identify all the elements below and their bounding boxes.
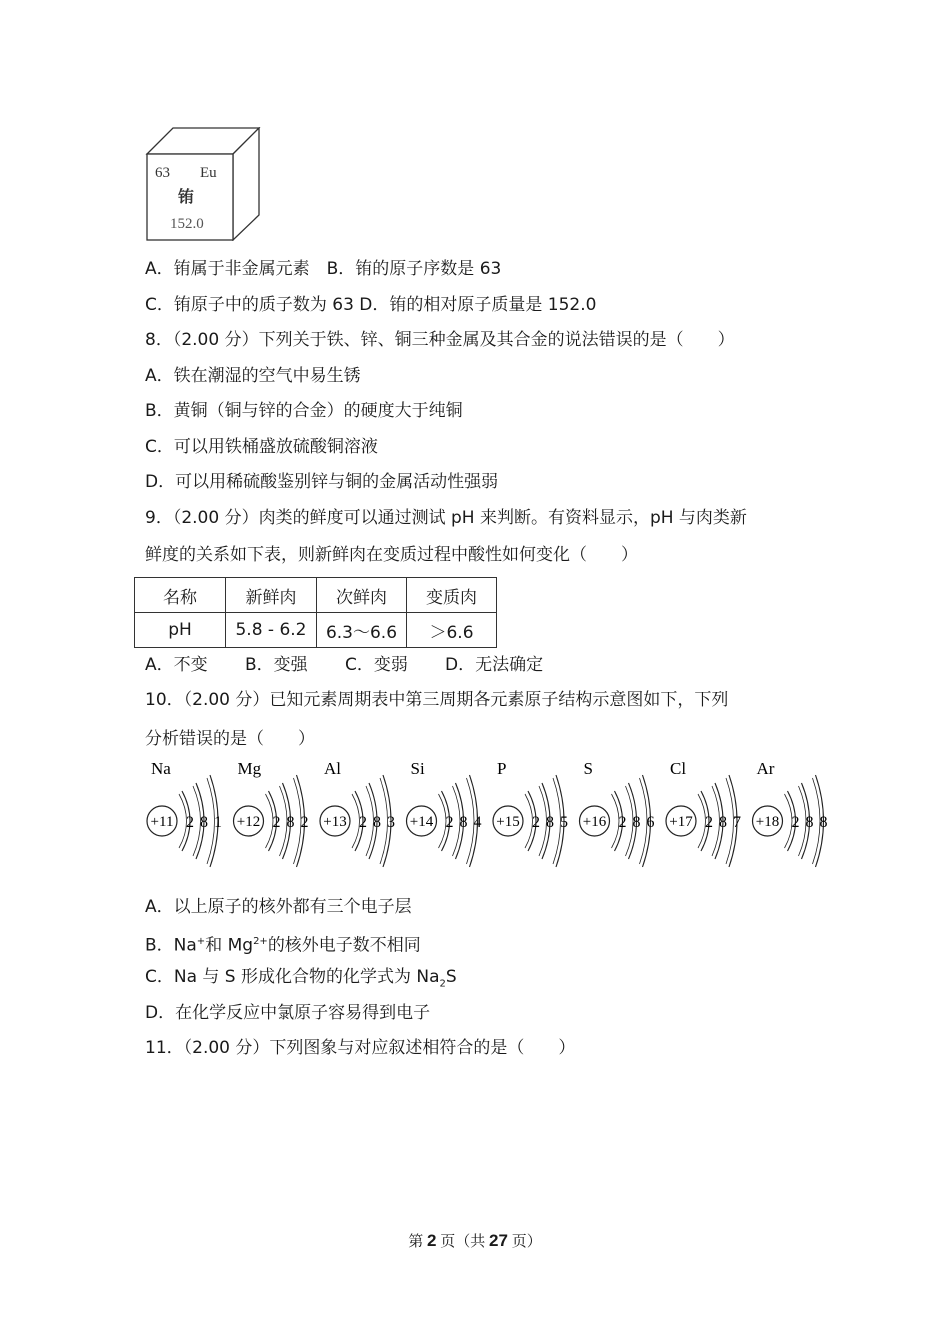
atom-symbol: Mg xyxy=(237,759,262,778)
q10-option-c-post: S xyxy=(445,967,457,987)
atom-diagram xyxy=(147,759,222,867)
atom-symbol: Cl xyxy=(670,759,687,778)
table-cell: 5.8 - 6.2 xyxy=(226,613,317,648)
element-mass: 152.0 xyxy=(170,216,204,232)
q10-option-b-mid: 和 Mg xyxy=(205,935,254,956)
table-cell: 新鲜肉 xyxy=(226,578,317,613)
shell-electron-count: 8 xyxy=(286,814,295,831)
atom-symbol: Si xyxy=(410,759,425,778)
element-number: 63 xyxy=(155,165,170,181)
atom-diagram xyxy=(666,759,741,867)
shell-electron-count: 8 xyxy=(819,814,828,831)
q10-option-d: D．在化学反应中氯原子容易得到电子 xyxy=(145,1003,431,1023)
atom-diagram xyxy=(753,759,828,867)
q10-option-a: A．以上原子的核外都有三个电子层 xyxy=(145,897,412,917)
shell-electron-count: 8 xyxy=(459,814,468,831)
shell-electron-count: 4 xyxy=(473,814,482,831)
atom-diagram xyxy=(234,759,309,867)
table-cell: pH xyxy=(135,613,226,648)
q9-stem-line2: 鲜度的关系如下表，则新鲜肉在变质过程中酸性如何变化（ ） xyxy=(145,545,638,565)
shell-electron-count: 2 xyxy=(445,814,454,831)
shell-electron-count: 2 xyxy=(791,814,800,831)
nucleus-charge: +12 xyxy=(236,814,261,830)
footer-pre: 第 xyxy=(408,1234,428,1250)
element-symbol: Eu xyxy=(200,165,217,181)
table-cell: 次鲜肉 xyxy=(317,578,407,613)
shell-electron-count: 3 xyxy=(387,814,395,831)
atom-symbol: Na xyxy=(151,759,171,778)
q10-option-b-sup1: + xyxy=(196,936,206,947)
q7-options-line2: C．铕原子中的质子数为 63 D．铕的相对原子质量是 152.0 xyxy=(145,295,597,315)
q10-option-b xyxy=(145,932,421,956)
atom-structure-diagrams xyxy=(140,757,840,877)
nucleus-charge: +17 xyxy=(669,814,693,830)
element-tile xyxy=(144,127,262,241)
atom-diagram xyxy=(320,759,395,867)
atom-diagram xyxy=(493,759,568,867)
element-name: 铕 xyxy=(178,187,195,206)
shell-electron-count: 2 xyxy=(186,814,194,831)
q9-stem-line1: 9．（2.00 分）肉类的鲜度可以通过测试 pH 来判断。有资料显示，pH 与肉类新 xyxy=(145,508,747,528)
ph-table xyxy=(134,577,497,648)
q9-options xyxy=(145,655,543,675)
q9-option-d: D．无法确定 xyxy=(445,655,544,675)
shell-electron-count: 2 xyxy=(532,814,540,831)
page-footer xyxy=(0,1230,950,1251)
q10-stem-line1: 10．（2.00 分）已知元素周期表中第三周期各元素原子结构示意图如下，下列 xyxy=(145,690,729,710)
q11-stem: 11．（2.00 分）下列图象与对应叙述相符合的是（ ） xyxy=(145,1038,576,1058)
shell-electron-count: 2 xyxy=(272,814,281,831)
footer-page: 2 xyxy=(427,1231,437,1250)
shell-electron-count: 1 xyxy=(214,814,222,831)
shell-electron-count: 8 xyxy=(200,814,208,831)
footer-total: 27 xyxy=(489,1231,508,1250)
nucleus-charge: +16 xyxy=(582,814,607,830)
q10-option-c-pre: C．Na 与 S 形成化合物的化学式为 Na xyxy=(145,967,440,987)
q10-option-b-sup2: 2+ xyxy=(253,936,268,947)
nucleus-charge: +15 xyxy=(496,814,520,830)
table-cell: 名称 xyxy=(135,578,226,613)
atom-symbol: Ar xyxy=(756,759,775,778)
table-header-row xyxy=(135,578,497,613)
shell-electron-count: 8 xyxy=(546,814,554,831)
shell-electron-count: 5 xyxy=(560,814,568,831)
shell-electron-count: 8 xyxy=(373,814,381,831)
shell-electron-count: 8 xyxy=(632,814,641,831)
atom-symbol: P xyxy=(497,759,507,778)
q8-stem: 8．（2.00 分）下列关于铁、锌、铜三种金属及其合金的说法错误的是（ ） xyxy=(145,330,735,350)
shell-electron-count: 7 xyxy=(733,814,741,831)
nucleus-charge: +14 xyxy=(409,814,434,830)
q10-option-b-post: 的核外电子数不相同 xyxy=(267,935,421,956)
q10-option-c-sub: 2 xyxy=(439,978,446,990)
nucleus-charge: +18 xyxy=(755,814,780,830)
footer-post: 页） xyxy=(507,1234,542,1250)
shell-electron-count: 8 xyxy=(719,814,727,831)
q8-option-c: C．可以用铁桶盛放硫酸铜溶液 xyxy=(145,437,378,457)
shell-electron-count: 2 xyxy=(359,814,367,831)
shell-electron-count: 2 xyxy=(300,814,309,831)
q8-option-b: B．黄铜（铜与锌的合金）的硬度大于纯铜 xyxy=(145,401,463,421)
table-cell: ＞6.6 xyxy=(407,613,497,648)
atom-symbol: Al xyxy=(324,759,341,778)
q9-option-c: C．变弱 xyxy=(345,655,408,675)
atom-diagram xyxy=(580,759,655,867)
q8-option-a: A．铁在潮湿的空气中易生锈 xyxy=(145,366,361,386)
nucleus-charge: +11 xyxy=(150,814,174,830)
table-cell: 变质肉 xyxy=(407,578,497,613)
q9-option-a: A．不变 xyxy=(145,655,208,675)
q9-option-b: B．变强 xyxy=(245,655,308,675)
shell-electron-count: 2 xyxy=(705,814,713,831)
table-cell: 6.3～6.6 xyxy=(317,613,407,648)
atom-diagram xyxy=(407,759,482,867)
footer-mid: 页（共 xyxy=(436,1234,490,1250)
table-row xyxy=(135,613,497,648)
shell-electron-count: 2 xyxy=(618,814,627,831)
q7-options-line1: A．铕属于非金属元素 B．铕的原子序数是 63 xyxy=(145,259,502,279)
q10-option-b-pre: B．Na xyxy=(145,935,197,956)
shell-electron-count: 8 xyxy=(805,814,814,831)
q10-option-c xyxy=(145,967,457,994)
atom-symbol: S xyxy=(583,759,593,778)
shell-electron-count: 6 xyxy=(646,814,655,831)
q10-stem-line2: 分析错误的是（ ） xyxy=(145,729,315,749)
q8-option-d: D．可以用稀硫酸鉴别锌与铜的金属活动性强弱 xyxy=(145,472,499,492)
nucleus-charge: +13 xyxy=(323,814,347,830)
